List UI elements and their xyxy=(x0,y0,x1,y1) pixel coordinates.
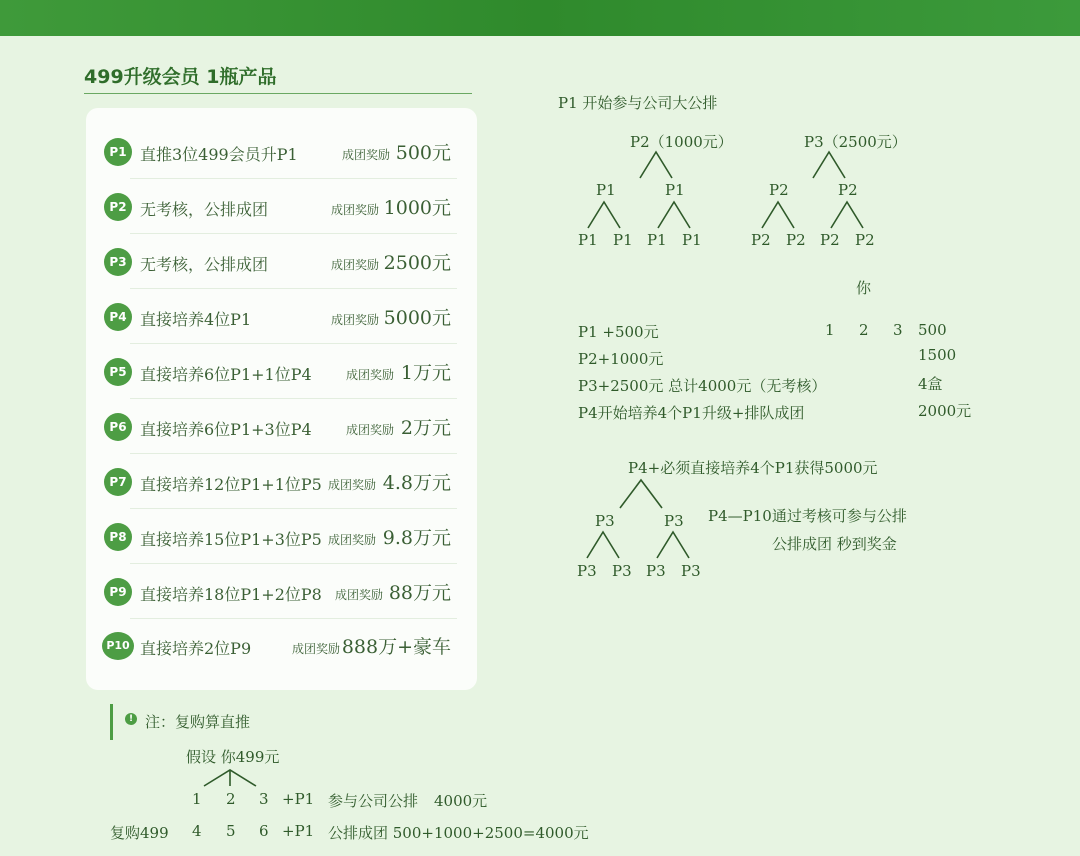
reward-label: 成团奖励 xyxy=(346,423,395,437)
note-num-4: 4 xyxy=(192,822,202,840)
tree-b-leaf: P2 xyxy=(786,231,806,249)
reward-label: 成团奖励 xyxy=(328,533,377,547)
level-row-p6 xyxy=(86,399,477,454)
note-num-2: 2 xyxy=(226,790,236,808)
note-num-3: 3 xyxy=(259,790,269,808)
calc-line-1: P1 +500元 xyxy=(578,323,659,341)
note-amount: 4000元 xyxy=(434,792,488,810)
note-assume: 假设 你499元 xyxy=(186,748,280,766)
level-row-p10 xyxy=(86,618,477,673)
tree-c-leaf: P3 xyxy=(577,562,597,580)
levels-card xyxy=(86,108,477,690)
title-divider xyxy=(84,93,472,94)
level-row-p7 xyxy=(86,454,477,509)
reward-label: 成团奖励 xyxy=(342,148,391,162)
level-description: 直接培养12位P1+1位P5 xyxy=(140,475,322,494)
tree-b-leaf: P2 xyxy=(751,231,771,249)
reward-amount: 1万元 xyxy=(400,362,451,384)
calc-value-4: 2000元 xyxy=(918,402,972,420)
reward-label: 成团奖励 xyxy=(292,642,341,656)
reward-amount: 1000元 xyxy=(383,197,451,219)
level-badge: P1 xyxy=(104,138,132,166)
reward-label: 成团奖励 xyxy=(328,478,377,492)
level-badge: P10 xyxy=(102,632,134,660)
level-badge: P6 xyxy=(104,413,132,441)
calc-value-1: 500 xyxy=(918,321,947,339)
tree-b-mid: P2 xyxy=(838,181,858,199)
reward-amount: 88万元 xyxy=(388,582,451,604)
level-description: 直推3位499会员升P1 xyxy=(140,145,298,164)
reward-amount: 888万+豪车 xyxy=(341,636,451,658)
tree-c-leaf: P3 xyxy=(612,562,632,580)
calc-line-2: P2+1000元 xyxy=(578,350,664,368)
reward-label: 成团奖励 xyxy=(331,203,380,217)
tree-b-leaf: P2 xyxy=(820,231,840,249)
reward-label: 成团奖励 xyxy=(346,368,395,382)
level-badge: P3 xyxy=(104,248,132,276)
level-description: 直接培养15位P1+3位P5 xyxy=(140,530,322,549)
calc-value-3: 4盒 xyxy=(918,375,943,393)
level-badge: P5 xyxy=(104,358,132,386)
note-title: 注：复购算直推 xyxy=(145,713,251,731)
tree-a-mid: P1 xyxy=(665,181,685,199)
level-description: 直接培养6位P1+3位P4 xyxy=(140,420,312,439)
level-badge: P8 xyxy=(104,523,132,551)
reward-amount: 4.8万元 xyxy=(382,472,451,494)
level-row-p8 xyxy=(86,509,477,564)
reward-amount: 5000元 xyxy=(383,307,451,329)
level-badge: P7 xyxy=(104,468,132,496)
level-row-p1 xyxy=(86,124,477,179)
note-accent-bar xyxy=(110,704,113,740)
level-description: 无考核，公排成团 xyxy=(140,255,269,274)
reward-amount: 2500元 xyxy=(383,252,451,274)
calc-line-3: P3+2500元 总计4000元（无考核） xyxy=(578,377,827,395)
calc-line-4: P4开始培养4个P1升级+排队成团 xyxy=(578,404,805,422)
tree-c-leaf: P3 xyxy=(681,562,701,580)
reward-label: 成团奖励 xyxy=(331,313,380,327)
tree-a-leaf: P1 xyxy=(647,231,667,249)
note-num-1: 1 xyxy=(192,790,202,808)
tree-a-mid: P1 xyxy=(596,181,616,199)
note-plus-p1: +P1 xyxy=(282,790,315,808)
reward-amount: 9.8万元 xyxy=(382,527,451,549)
level-badge: P4 xyxy=(104,303,132,331)
level-badge: P2 xyxy=(104,193,132,221)
right-heading: P1 开始参与公司大公排 xyxy=(558,94,718,112)
you-label: 你 xyxy=(856,279,872,297)
level-description: 直接培养6位P1+1位P4 xyxy=(140,365,312,384)
tree-a-leaf: P1 xyxy=(682,231,702,249)
tree-c-mid: P3 xyxy=(664,512,684,530)
calc-num-1: 1 xyxy=(825,321,835,339)
level-row-p3 xyxy=(86,234,477,289)
section-title: 499升级会员 1瓶产品 xyxy=(84,66,277,88)
info-icon: ! xyxy=(125,713,137,725)
level-description: 直接培养2位P9 xyxy=(140,639,252,658)
p4-heading: P4+必须直接培养4个P1获得5000元 xyxy=(628,459,878,477)
level-description: 无考核，公排成团 xyxy=(140,200,269,219)
tree-a-leaf: P1 xyxy=(578,231,598,249)
tree-b-leaf: P2 xyxy=(855,231,875,249)
reward-label: 成团奖励 xyxy=(331,258,380,272)
tree-b-root: P3（2500元） xyxy=(804,133,907,151)
tree-a-root: P2（1000元） xyxy=(630,133,733,151)
tree-c-leaf: P3 xyxy=(646,562,666,580)
level-row-p9 xyxy=(86,564,477,619)
tree-a-leaf: P1 xyxy=(613,231,633,249)
tree-b-mid: P2 xyxy=(769,181,789,199)
note-formula: 公排成团 500+1000+2500=4000元 xyxy=(328,824,589,842)
reward-label: 成团奖励 xyxy=(335,588,384,602)
level-description: 直接培养18位P1+2位P8 xyxy=(140,585,322,604)
level-row-p2 xyxy=(86,179,477,234)
top-banner xyxy=(0,0,1080,36)
note-num-5: 5 xyxy=(226,822,236,840)
level-description: 直接培养4位P1 xyxy=(140,310,252,329)
tree-c-mid: P3 xyxy=(595,512,615,530)
level-row-p5 xyxy=(86,344,477,399)
p4-note-1: P4—P10通过考核可参与公排 xyxy=(708,507,907,525)
level-row-p4 xyxy=(86,289,477,344)
calc-value-2: 1500 xyxy=(918,346,957,364)
reward-amount: 500元 xyxy=(395,142,451,164)
note-rebuy-label: 复购499 xyxy=(110,824,169,842)
reward-amount: 2万元 xyxy=(400,417,451,439)
calc-num-2: 2 xyxy=(859,321,869,339)
calc-num-3: 3 xyxy=(893,321,903,339)
p4-note-2: 公排成团 秒到奖金 xyxy=(772,535,897,553)
level-badge: P9 xyxy=(104,578,132,606)
note-plus-p1: +P1 xyxy=(282,822,315,840)
note-num-6: 6 xyxy=(259,822,269,840)
note-text: 参与公司公排 xyxy=(328,792,419,810)
